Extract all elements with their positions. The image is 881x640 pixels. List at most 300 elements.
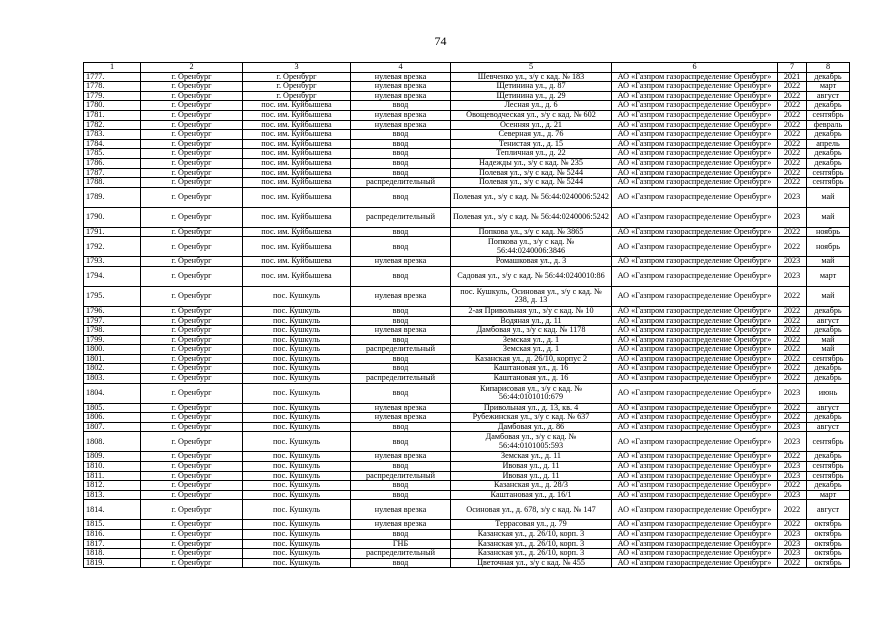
month-cell: декабрь <box>807 413 850 423</box>
year-cell: 2022 <box>778 286 807 306</box>
month-cell: март <box>807 490 850 500</box>
city-cell: г. Оренбург <box>141 306 243 316</box>
table-row <box>84 286 850 306</box>
month-cell: август <box>807 91 850 101</box>
organization-cell: АО «Газпром газораспределение Оренбург» <box>612 237 778 257</box>
work-type-cell: распределительный <box>351 178 451 188</box>
table-row <box>84 139 850 149</box>
row-number-cell: 1815. <box>84 520 141 530</box>
month-cell: сентябрь <box>807 354 850 364</box>
table-row <box>84 558 850 568</box>
table-row <box>84 364 850 374</box>
month-cell: август <box>807 316 850 326</box>
work-type-cell: нулевая врезка <box>351 82 451 92</box>
address-cell: Тепличная ул., д. 22 <box>451 149 612 159</box>
address-cell: Северная ул., д. 76 <box>451 130 612 140</box>
month-cell: сентябрь <box>807 110 850 120</box>
city-cell: г. Оренбург <box>141 558 243 568</box>
table-row <box>84 481 850 491</box>
year-cell: 2022 <box>778 520 807 530</box>
address-cell: Щетинина ул., д. 87 <box>451 82 612 92</box>
address-cell: Земская ул., д. 1 <box>451 345 612 355</box>
organization-cell: АО «Газпром газораспределение Оренбург» <box>612 316 778 326</box>
work-type-cell: ввод <box>351 335 451 345</box>
organization-cell: АО «Газпром газораспределение Оренбург» <box>612 539 778 549</box>
month-cell: сентябрь <box>807 432 850 452</box>
year-cell: 2022 <box>778 110 807 120</box>
month-cell: март <box>807 82 850 92</box>
locality-cell: пос. им. Куйбышева <box>243 257 351 267</box>
organization-cell: АО «Газпром газораспределение Оренбург» <box>612 306 778 316</box>
year-cell: 2023 <box>778 462 807 472</box>
city-cell: г. Оренбург <box>141 530 243 540</box>
row-number-cell: 1796. <box>84 306 141 316</box>
row-number-cell: 1782. <box>84 120 141 130</box>
year-cell: 2023 <box>778 471 807 481</box>
month-cell: май <box>807 286 850 306</box>
work-type-cell: нулевая врезка <box>351 452 451 462</box>
month-cell: ноябрь <box>807 237 850 257</box>
organization-cell: АО «Газпром газораспределение Оренбург» <box>612 345 778 355</box>
locality-cell: пос. им. Куйбышева <box>243 130 351 140</box>
city-cell: г. Оренбург <box>141 335 243 345</box>
row-number-cell: 1793. <box>84 257 141 267</box>
header-row <box>84 63 850 73</box>
year-cell: 2022 <box>778 178 807 188</box>
row-number-cell: 1811. <box>84 471 141 481</box>
row-number-cell: 1809. <box>84 452 141 462</box>
month-cell: декабрь <box>807 130 850 140</box>
month-cell: декабрь <box>807 158 850 168</box>
work-type-cell: нулевая врезка <box>351 403 451 413</box>
table-row <box>84 207 850 227</box>
table-row <box>84 520 850 530</box>
month-cell: октябрь <box>807 558 850 568</box>
work-type-cell: распределительный <box>351 374 451 384</box>
address-cell: Казанская ул., д. 26/10, корпус 2 <box>451 354 612 364</box>
city-cell: г. Оренбург <box>141 481 243 491</box>
year-cell: 2022 <box>778 139 807 149</box>
row-number-cell: 1819. <box>84 558 141 568</box>
year-cell: 2023 <box>778 257 807 267</box>
table-row <box>84 72 850 82</box>
row-number-cell: 1802. <box>84 364 141 374</box>
year-cell: 2022 <box>778 158 807 168</box>
work-type-cell: ввод <box>351 432 451 452</box>
table-row <box>84 490 850 500</box>
city-cell: г. Оренбург <box>141 452 243 462</box>
table-row <box>84 237 850 257</box>
locality-cell: пос. им. Куйбышева <box>243 187 351 207</box>
locality-cell: г. Оренбург <box>243 91 351 101</box>
organization-cell: АО «Газпром газораспределение Оренбург» <box>612 520 778 530</box>
month-cell: декабрь <box>807 374 850 384</box>
month-cell: декабрь <box>807 72 850 82</box>
year-cell: 2022 <box>778 364 807 374</box>
locality-cell: пос. Кушкуль <box>243 432 351 452</box>
city-cell: г. Оренбург <box>141 432 243 452</box>
table-row <box>84 82 850 92</box>
work-type-cell: распределительный <box>351 549 451 559</box>
organization-cell: АО «Газпром газораспределение Оренбург» <box>612 413 778 423</box>
row-number-cell: 1779. <box>84 91 141 101</box>
table-row <box>84 413 850 423</box>
work-type-cell: ввод <box>351 130 451 140</box>
year-cell: 2023 <box>778 383 807 403</box>
address-cell: Земская ул., д. 1 <box>451 335 612 345</box>
month-cell: сентябрь <box>807 462 850 472</box>
year-cell: 2022 <box>778 120 807 130</box>
work-type-cell: нулевая врезка <box>351 257 451 267</box>
city-cell: г. Оренбург <box>141 326 243 336</box>
row-number-cell: 1818. <box>84 549 141 559</box>
city-cell: г. Оренбург <box>141 490 243 500</box>
work-type-cell: распределительный <box>351 207 451 227</box>
locality-cell: пос. им. Куйбышева <box>243 207 351 227</box>
row-number-cell: 1808. <box>84 432 141 452</box>
address-cell: Осенняя ул., д. 21 <box>451 120 612 130</box>
column-header: 1 <box>84 63 141 73</box>
work-type-cell: ввод <box>351 462 451 472</box>
address-cell: Дамбовая ул., д. 86 <box>451 422 612 432</box>
column-header: 3 <box>243 63 351 73</box>
year-cell: 2022 <box>778 500 807 520</box>
row-number-cell: 1781. <box>84 110 141 120</box>
row-number-cell: 1810. <box>84 462 141 472</box>
locality-cell: пос. им. Куйбышева <box>243 158 351 168</box>
row-number-cell: 1812. <box>84 481 141 491</box>
address-cell: Ивовая ул., д. 11 <box>451 471 612 481</box>
month-cell: август <box>807 422 850 432</box>
organization-cell: АО «Газпром газораспределение Оренбург» <box>612 481 778 491</box>
row-number-cell: 1787. <box>84 168 141 178</box>
column-header: 4 <box>351 63 451 73</box>
work-type-cell: нулевая врезка <box>351 91 451 101</box>
address-cell: Каштановая ул., д. 16 <box>451 364 612 374</box>
city-cell: г. Оренбург <box>141 520 243 530</box>
month-cell: ноябрь <box>807 227 850 237</box>
work-type-cell: нулевая врезка <box>351 326 451 336</box>
city-cell: г. Оренбург <box>141 120 243 130</box>
city-cell: г. Оренбург <box>141 500 243 520</box>
month-cell: сентябрь <box>807 471 850 481</box>
month-cell: декабрь <box>807 326 850 336</box>
table-row <box>84 306 850 316</box>
year-cell: 2022 <box>778 345 807 355</box>
row-number-cell: 1785. <box>84 149 141 159</box>
locality-cell: пос. им. Куйбышева <box>243 120 351 130</box>
year-cell: 2022 <box>778 168 807 178</box>
locality-cell: пос. Кушкуль <box>243 374 351 384</box>
organization-cell: АО «Газпром газораспределение Оренбург» <box>612 462 778 472</box>
year-cell: 2022 <box>778 237 807 257</box>
table-row <box>84 149 850 159</box>
locality-cell: пос. Кушкуль <box>243 490 351 500</box>
table-row <box>84 91 850 101</box>
table-row <box>84 326 850 336</box>
locality-cell: пос. Кушкуль <box>243 383 351 403</box>
city-cell: г. Оренбург <box>141 374 243 384</box>
table-row <box>84 130 850 140</box>
month-cell: октябрь <box>807 539 850 549</box>
year-cell: 2023 <box>778 187 807 207</box>
month-cell: декабрь <box>807 452 850 462</box>
work-type-cell: ввод <box>351 101 451 111</box>
work-type-cell: ввод <box>351 139 451 149</box>
table-row <box>84 178 850 188</box>
work-type-cell: ввод <box>351 237 451 257</box>
organization-cell: АО «Газпром газораспределение Оренбург» <box>612 403 778 413</box>
address-cell: Попкова ул., з/у с кад. № 3865 <box>451 227 612 237</box>
locality-cell: пос. Кушкуль <box>243 335 351 345</box>
row-number-cell: 1803. <box>84 374 141 384</box>
organization-cell: АО «Газпром газораспределение Оренбург» <box>612 120 778 130</box>
city-cell: г. Оренбург <box>141 539 243 549</box>
organization-cell: АО «Газпром газораспределение Оренбург» <box>612 227 778 237</box>
address-cell: Водяная ул., д. 11 <box>451 316 612 326</box>
address-cell: Дамбовая ул., з/у с кад. № 1178 <box>451 326 612 336</box>
month-cell: сентябрь <box>807 168 850 178</box>
city-cell: г. Оренбург <box>141 227 243 237</box>
locality-cell: пос. им. Куйбышева <box>243 178 351 188</box>
month-cell: август <box>807 500 850 520</box>
address-cell: Ромашковая ул., д. 3 <box>451 257 612 267</box>
city-cell: г. Оренбург <box>141 130 243 140</box>
organization-cell: АО «Газпром газораспределение Оренбург» <box>612 471 778 481</box>
work-type-cell: ввод <box>351 354 451 364</box>
year-cell: 2022 <box>778 481 807 491</box>
organization-cell: АО «Газпром газораспределение Оренбург» <box>612 149 778 159</box>
address-cell: Привольная ул., д. 13, кв. 4 <box>451 403 612 413</box>
organization-cell: АО «Газпром газораспределение Оренбург» <box>612 354 778 364</box>
year-cell: 2022 <box>778 403 807 413</box>
work-type-cell: нулевая врезка <box>351 500 451 520</box>
address-cell: Полевая ул., з/у с кад. № 56:44:0240006:5242 <box>451 187 612 207</box>
organization-cell: АО «Газпром газораспределение Оренбург» <box>612 207 778 227</box>
city-cell: г. Оренбург <box>141 110 243 120</box>
address-cell: Казанская ул., д. 26/10, корп. 3 <box>451 549 612 559</box>
city-cell: г. Оренбург <box>141 316 243 326</box>
organization-cell: АО «Газпром газораспределение Оренбург» <box>612 178 778 188</box>
city-cell: г. Оренбург <box>141 139 243 149</box>
city-cell: г. Оренбург <box>141 207 243 227</box>
row-number-cell: 1807. <box>84 422 141 432</box>
row-number-cell: 1791. <box>84 227 141 237</box>
locality-cell: пос. Кушкуль <box>243 326 351 336</box>
work-type-cell: ввод <box>351 481 451 491</box>
table-row <box>84 345 850 355</box>
city-cell: г. Оренбург <box>141 187 243 207</box>
month-cell: июнь <box>807 383 850 403</box>
year-cell: 2021 <box>778 72 807 82</box>
city-cell: г. Оренбург <box>141 237 243 257</box>
organization-cell: АО «Газпром газораспределение Оренбург» <box>612 549 778 559</box>
row-number-cell: 1800. <box>84 345 141 355</box>
address-cell: Полевая ул., з/у с кад. № 5244 <box>451 178 612 188</box>
organization-cell: АО «Газпром газораспределение Оренбург» <box>612 364 778 374</box>
row-number-cell: 1813. <box>84 490 141 500</box>
month-cell: май <box>807 345 850 355</box>
address-cell: Каштановая ул., д. 16 <box>451 374 612 384</box>
city-cell: г. Оренбург <box>141 422 243 432</box>
locality-cell: пос. Кушкуль <box>243 452 351 462</box>
work-type-cell: ввод <box>351 158 451 168</box>
address-cell: Дамбовая ул., з/у с кад. № 56:44:0101005:593 <box>451 432 612 452</box>
work-type-cell: ввод <box>351 422 451 432</box>
organization-cell: АО «Газпром газораспределение Оренбург» <box>612 130 778 140</box>
locality-cell: г. Оренбург <box>243 72 351 82</box>
organization-cell: АО «Газпром газораспределение Оренбург» <box>612 422 778 432</box>
locality-cell: пос. им. Куйбышева <box>243 237 351 257</box>
locality-cell: пос. Кушкуль <box>243 539 351 549</box>
month-cell: май <box>807 187 850 207</box>
table-row <box>84 403 850 413</box>
organization-cell: АО «Газпром газораспределение Оренбург» <box>612 168 778 178</box>
table-row <box>84 187 850 207</box>
row-number-cell: 1817. <box>84 539 141 549</box>
table-row <box>84 335 850 345</box>
work-type-cell: ввод <box>351 316 451 326</box>
organization-cell: АО «Газпром газораспределение Оренбург» <box>612 72 778 82</box>
month-cell: декабрь <box>807 481 850 491</box>
organization-cell: АО «Газпром газораспределение Оренбург» <box>612 158 778 168</box>
locality-cell: пос. им. Куйбышева <box>243 227 351 237</box>
organization-cell: АО «Газпром газораспределение Оренбург» <box>612 187 778 207</box>
year-cell: 2022 <box>778 91 807 101</box>
locality-cell: пос. Кушкуль <box>243 354 351 364</box>
locality-cell: пос. им. Куйбышева <box>243 110 351 120</box>
year-cell: 2023 <box>778 432 807 452</box>
column-header: 6 <box>612 63 778 73</box>
row-number-cell: 1786. <box>84 158 141 168</box>
address-cell: Щетинина ул., д. 29 <box>451 91 612 101</box>
organization-cell: АО «Газпром газораспределение Оренбург» <box>612 326 778 336</box>
year-cell: 2022 <box>778 354 807 364</box>
organization-cell: АО «Газпром газораспределение Оренбург» <box>612 266 778 286</box>
year-cell: 2023 <box>778 207 807 227</box>
year-cell: 2022 <box>778 130 807 140</box>
locality-cell: пос. Кушкуль <box>243 481 351 491</box>
table-row <box>84 471 850 481</box>
work-type-cell: ввод <box>351 149 451 159</box>
address-cell: Казанская ул., д. 26/10, корп. 3 <box>451 539 612 549</box>
work-type-cell: ввод <box>351 168 451 178</box>
locality-cell: пос. им. Куйбышева <box>243 266 351 286</box>
city-cell: г. Оренбург <box>141 168 243 178</box>
year-cell: 2023 <box>778 490 807 500</box>
locality-cell: пос. Кушкуль <box>243 471 351 481</box>
locality-cell: пос. Кушкуль <box>243 364 351 374</box>
work-type-cell: ввод <box>351 558 451 568</box>
row-number-cell: 1783. <box>84 130 141 140</box>
table-row <box>84 539 850 549</box>
month-cell: октябрь <box>807 549 850 559</box>
year-cell: 2022 <box>778 374 807 384</box>
month-cell: апрель <box>807 139 850 149</box>
month-cell: февраль <box>807 120 850 130</box>
work-type-cell: ГНБ <box>351 539 451 549</box>
address-cell: Земская ул., д. 11 <box>451 452 612 462</box>
work-type-cell: ввод <box>351 530 451 540</box>
month-cell: декабрь <box>807 149 850 159</box>
year-cell: 2022 <box>778 306 807 316</box>
month-cell: декабрь <box>807 364 850 374</box>
row-number-cell: 1806. <box>84 413 141 423</box>
row-number-cell: 1797. <box>84 316 141 326</box>
column-header: 7 <box>778 63 807 73</box>
city-cell: г. Оренбург <box>141 82 243 92</box>
year-cell: 2022 <box>778 452 807 462</box>
work-type-cell: нулевая врезка <box>351 286 451 306</box>
organization-cell: АО «Газпром газораспределение Оренбург» <box>612 374 778 384</box>
table-row <box>84 257 850 267</box>
locality-cell: пос. Кушкуль <box>243 403 351 413</box>
table-row <box>84 120 850 130</box>
work-type-cell: нулевая врезка <box>351 72 451 82</box>
city-cell: г. Оренбург <box>141 383 243 403</box>
work-type-cell: ввод <box>351 227 451 237</box>
organization-cell: АО «Газпром газораспределение Оренбург» <box>612 432 778 452</box>
year-cell: 2022 <box>778 316 807 326</box>
city-cell: г. Оренбург <box>141 149 243 159</box>
organization-cell: АО «Газпром газораспределение Оренбург» <box>612 91 778 101</box>
work-type-cell: ввод <box>351 306 451 316</box>
locality-cell: пос. им. Куйбышева <box>243 168 351 178</box>
row-number-cell: 1789. <box>84 187 141 207</box>
row-number-cell: 1795. <box>84 286 141 306</box>
organization-cell: АО «Газпром газораспределение Оренбург» <box>612 139 778 149</box>
column-header: 5 <box>451 63 612 73</box>
year-cell: 2022 <box>778 82 807 92</box>
month-cell: сентябрь <box>807 178 850 188</box>
table-row <box>84 500 850 520</box>
organization-cell: АО «Газпром газораспределение Оренбург» <box>612 82 778 92</box>
organization-cell: АО «Газпром газораспределение Оренбург» <box>612 490 778 500</box>
locality-cell: пос. им. Куйбышева <box>243 149 351 159</box>
work-type-cell: ввод <box>351 383 451 403</box>
locality-cell: г. Оренбург <box>243 82 351 92</box>
table-row <box>84 432 850 452</box>
city-cell: г. Оренбург <box>141 462 243 472</box>
row-number-cell: 1792. <box>84 237 141 257</box>
year-cell: 2022 <box>778 227 807 237</box>
row-number-cell: 1780. <box>84 101 141 111</box>
column-header: 2 <box>141 63 243 73</box>
organization-cell: АО «Газпром газораспределение Оренбург» <box>612 257 778 267</box>
row-number-cell: 1794. <box>84 266 141 286</box>
year-cell: 2023 <box>778 530 807 540</box>
year-cell: 2023 <box>778 422 807 432</box>
work-type-cell: ввод <box>351 266 451 286</box>
city-cell: г. Оренбург <box>141 72 243 82</box>
work-type-cell: ввод <box>351 364 451 374</box>
row-number-cell: 1805. <box>84 403 141 413</box>
city-cell: г. Оренбург <box>141 403 243 413</box>
address-cell: Каштановая ул., д. 16/1 <box>451 490 612 500</box>
address-cell: Полевая ул., з/у с кад. № 5244 <box>451 168 612 178</box>
city-cell: г. Оренбург <box>141 354 243 364</box>
table-row <box>84 452 850 462</box>
year-cell: 2023 <box>778 266 807 286</box>
month-cell: декабрь <box>807 101 850 111</box>
month-cell: октябрь <box>807 520 850 530</box>
table-row <box>84 549 850 559</box>
table-row <box>84 422 850 432</box>
locality-cell: пос. Кушкуль <box>243 413 351 423</box>
year-cell: 2023 <box>778 539 807 549</box>
row-number-cell: 1816. <box>84 530 141 540</box>
table-row <box>84 354 850 364</box>
